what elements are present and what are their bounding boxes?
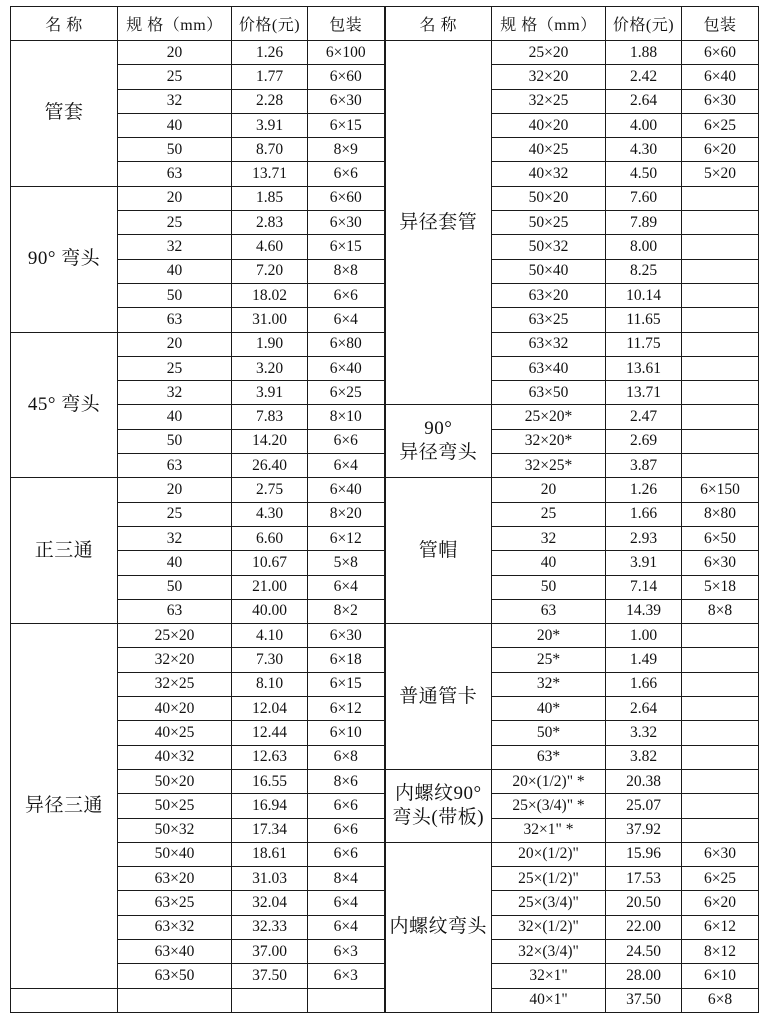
pack-cell: 6×25: [308, 381, 385, 405]
pack-cell: 6×30: [682, 551, 759, 575]
price-cell: 3.91: [232, 113, 308, 137]
pack-cell: 8×8: [308, 259, 385, 283]
spec-cell: 25×20: [118, 624, 232, 648]
spec-cell: 50×40: [118, 842, 232, 866]
pack-cell: 6×40: [308, 478, 385, 502]
spec-cell: 63×20: [118, 867, 232, 891]
pack-cell: 6×18: [308, 648, 385, 672]
price-cell: 1.00: [606, 624, 682, 648]
price-cell: 1.26: [232, 41, 308, 65]
price-cell: 22.00: [606, 915, 682, 939]
spec-cell: 32×20*: [492, 429, 606, 453]
pack-cell: [682, 721, 759, 745]
price-cell: 31.03: [232, 867, 308, 891]
price-cell: 1.66: [606, 502, 682, 526]
pack-cell: 6×10: [308, 721, 385, 745]
price-cell: 28.00: [606, 964, 682, 988]
table-row: [11, 769, 759, 793]
price-cell: 1.49: [606, 648, 682, 672]
pack-cell: 5×18: [682, 575, 759, 599]
spec-cell: 25: [118, 211, 232, 235]
spec-cell: 50: [118, 429, 232, 453]
pack-cell: 6×3: [308, 964, 385, 988]
spec-cell: 32×25*: [492, 454, 606, 478]
pack-cell: 6×40: [682, 65, 759, 89]
price-cell: 12.63: [232, 745, 308, 769]
pack-cell: 6×6: [308, 794, 385, 818]
price-cell: 1.90: [232, 332, 308, 356]
pack-cell: 6×25: [682, 113, 759, 137]
price-cell: 12.44: [232, 721, 308, 745]
price-list-page: [10, 6, 758, 1013]
spec-cell: 50×25: [492, 211, 606, 235]
pack-cell: 6×150: [682, 478, 759, 502]
spec-cell: 20: [118, 41, 232, 65]
pack-cell: 6×8: [308, 745, 385, 769]
pack-cell: [682, 259, 759, 283]
pack-cell: 6×15: [308, 113, 385, 137]
group-name-cell: [11, 41, 118, 187]
pack-cell: 6×6: [308, 429, 385, 453]
spec-cell: 50×25: [118, 794, 232, 818]
pack-cell: 6×4: [308, 454, 385, 478]
price-cell: 3.20: [232, 356, 308, 380]
spec-cell: 63×32: [492, 332, 606, 356]
spec-cell: 50: [492, 575, 606, 599]
price-cell: 2.64: [606, 89, 682, 113]
group-name: 普通管卡: [399, 685, 478, 707]
price-cell: 13.61: [606, 356, 682, 380]
pack-cell: 6×100: [308, 41, 385, 65]
group-name: 45° 弯头: [27, 393, 101, 415]
spec-cell: 63: [118, 599, 232, 623]
pack-cell: 6×20: [682, 138, 759, 162]
pack-cell: 6×30: [308, 624, 385, 648]
price-cell: 17.53: [606, 867, 682, 891]
price-cell: 7.14: [606, 575, 682, 599]
spec-cell: 63×20: [492, 283, 606, 307]
price-cell: 18.61: [232, 842, 308, 866]
price-cell: 2.47: [606, 405, 682, 429]
spec-cell: 63×40: [118, 939, 232, 963]
pack-cell: [682, 454, 759, 478]
price-cell: 11.75: [606, 332, 682, 356]
price-cell: 37.50: [232, 964, 308, 988]
group-name-line: 90°: [424, 418, 453, 440]
price-cell: 26.40: [232, 454, 308, 478]
spec-cell: 40: [118, 259, 232, 283]
table-row: [11, 842, 759, 866]
price-cell: 10.67: [232, 551, 308, 575]
pack-cell: 8×4: [308, 867, 385, 891]
price-cell: 8.70: [232, 138, 308, 162]
spec-cell: 25×(3/4)" *: [492, 794, 606, 818]
spec-cell: 40: [118, 405, 232, 429]
table-row: [11, 405, 759, 429]
table-row: [11, 624, 759, 648]
price-cell: 1.88: [606, 41, 682, 65]
spec-cell: 32×(1/2)": [492, 915, 606, 939]
table-row: [11, 41, 759, 65]
spec-cell: 40: [118, 551, 232, 575]
pack-cell: 6×12: [308, 526, 385, 550]
header-name-right: 名 称: [385, 7, 492, 41]
spec-cell: 50: [118, 575, 232, 599]
spec-cell: 63×25: [492, 308, 606, 332]
price-cell: 20.50: [606, 891, 682, 915]
price-cell: 8.00: [606, 235, 682, 259]
price-cell: 13.71: [606, 381, 682, 405]
header-pack-right: 包装: [682, 7, 759, 41]
price-cell: [232, 988, 308, 1012]
pack-cell: 6×12: [308, 697, 385, 721]
pipe-fittings-price-table: [10, 6, 759, 1013]
pack-cell: [682, 235, 759, 259]
group-name-cell: [385, 405, 492, 478]
spec-cell: 63: [118, 162, 232, 186]
group-name-cell: [11, 988, 118, 1012]
price-cell: 4.50: [606, 162, 682, 186]
group-name: 管套: [44, 102, 84, 124]
spec-cell: 40×20: [118, 697, 232, 721]
pack-cell: 6×80: [308, 332, 385, 356]
spec-cell: 20*: [492, 624, 606, 648]
spec-cell: 40*: [492, 697, 606, 721]
price-cell: 11.65: [606, 308, 682, 332]
price-cell: 3.87: [606, 454, 682, 478]
price-cell: 32.04: [232, 891, 308, 915]
pack-cell: [682, 429, 759, 453]
pack-cell: 6×30: [308, 211, 385, 235]
price-cell: 2.75: [232, 478, 308, 502]
price-cell: 21.00: [232, 575, 308, 599]
group-name-cell: [385, 624, 492, 770]
spec-cell: 50×20: [492, 186, 606, 210]
price-cell: 3.91: [606, 551, 682, 575]
pack-cell: [682, 211, 759, 235]
price-cell: 32.33: [232, 915, 308, 939]
group-name-line: 内螺纹90°: [394, 782, 482, 804]
price-cell: 2.64: [606, 697, 682, 721]
spec-cell: 40×20: [492, 113, 606, 137]
table-row: [11, 478, 759, 502]
group-name: 正三通: [34, 539, 94, 561]
spec-cell: 32×25: [118, 672, 232, 696]
spec-cell: 40×32: [492, 162, 606, 186]
spec-cell: 63: [118, 454, 232, 478]
spec-cell: 50: [118, 138, 232, 162]
spec-cell: 25×20*: [492, 405, 606, 429]
pack-cell: 5×20: [682, 162, 759, 186]
pack-cell: 6×60: [308, 186, 385, 210]
spec-cell: 40×25: [492, 138, 606, 162]
group-name-cell: [385, 41, 492, 405]
spec-cell: 63×40: [492, 356, 606, 380]
price-cell: 2.93: [606, 526, 682, 550]
spec-cell: 63×25: [118, 891, 232, 915]
price-cell: 2.28: [232, 89, 308, 113]
pack-cell: 6×60: [682, 41, 759, 65]
pack-cell: [682, 381, 759, 405]
spec-cell: 50: [118, 283, 232, 307]
pack-cell: 6×10: [682, 964, 759, 988]
table-body: [11, 41, 759, 1013]
price-cell: 2.83: [232, 211, 308, 235]
pack-cell: 8×9: [308, 138, 385, 162]
spec-cell: 25*: [492, 648, 606, 672]
price-cell: 3.91: [232, 381, 308, 405]
pack-cell: [682, 405, 759, 429]
price-cell: 3.82: [606, 745, 682, 769]
header-row: [11, 7, 759, 41]
pack-cell: 6×30: [682, 842, 759, 866]
price-cell: 25.07: [606, 794, 682, 818]
pack-cell: 6×12: [682, 915, 759, 939]
spec-cell: 25×(3/4)": [492, 891, 606, 915]
spec-cell: 40: [492, 551, 606, 575]
group-name-line: 弯头(带板): [392, 806, 485, 828]
price-cell: 12.04: [232, 697, 308, 721]
spec-cell: 40×25: [118, 721, 232, 745]
spec-cell: 32×25: [492, 89, 606, 113]
pack-cell: [682, 745, 759, 769]
spec-cell: 32×(3/4)": [492, 939, 606, 963]
price-cell: 14.20: [232, 429, 308, 453]
spec-cell: 32×20: [118, 648, 232, 672]
spec-cell: 63: [492, 599, 606, 623]
spec-cell: 32: [492, 526, 606, 550]
spec-cell: 32: [118, 235, 232, 259]
price-cell: 20.38: [606, 769, 682, 793]
spec-cell: 63*: [492, 745, 606, 769]
spec-cell: 20×(1/2)" *: [492, 769, 606, 793]
price-cell: 8.10: [232, 672, 308, 696]
price-cell: 1.77: [232, 65, 308, 89]
pack-cell: 6×6: [308, 818, 385, 842]
pack-cell: [682, 672, 759, 696]
header-spec-right: 规 格（mm）: [492, 7, 606, 41]
price-cell: 6.60: [232, 526, 308, 550]
spec-cell: 63×50: [118, 964, 232, 988]
group-name-cell: [11, 478, 118, 624]
pack-cell: 6×4: [308, 308, 385, 332]
price-cell: 4.10: [232, 624, 308, 648]
pack-cell: 6×25: [682, 867, 759, 891]
pack-cell: 6×6: [308, 162, 385, 186]
pack-cell: 6×30: [682, 89, 759, 113]
pack-cell: [682, 794, 759, 818]
price-cell: 13.71: [232, 162, 308, 186]
price-cell: 40.00: [232, 599, 308, 623]
pack-cell: [682, 697, 759, 721]
pack-cell: 6×4: [308, 575, 385, 599]
price-cell: 8.25: [606, 259, 682, 283]
spec-cell: 50×20: [118, 769, 232, 793]
pack-cell: 6×20: [682, 891, 759, 915]
spec-cell: 25×20: [492, 41, 606, 65]
spec-cell: 50*: [492, 721, 606, 745]
spec-cell: 25: [118, 356, 232, 380]
pack-cell: [682, 356, 759, 380]
pack-cell: 6×50: [682, 526, 759, 550]
spec-cell: 50×32: [118, 818, 232, 842]
spec-cell: [118, 988, 232, 1012]
price-cell: 24.50: [606, 939, 682, 963]
price-cell: 1.85: [232, 186, 308, 210]
spec-cell: 20: [118, 186, 232, 210]
spec-cell: 25×(1/2)": [492, 867, 606, 891]
pack-cell: 8×80: [682, 502, 759, 526]
pack-cell: 6×3: [308, 939, 385, 963]
group-name-cell: [11, 186, 118, 332]
spec-cell: 20: [492, 478, 606, 502]
pack-cell: [682, 283, 759, 307]
pack-cell: 6×30: [308, 89, 385, 113]
pack-cell: [682, 818, 759, 842]
price-cell: 37.00: [232, 939, 308, 963]
pack-cell: 8×6: [308, 769, 385, 793]
pack-cell: 8×8: [682, 599, 759, 623]
price-cell: 7.89: [606, 211, 682, 235]
spec-cell: 63: [118, 308, 232, 332]
spec-cell: 20: [118, 478, 232, 502]
header-spec-left: 规 格（mm）: [118, 7, 232, 41]
price-cell: 37.50: [606, 988, 682, 1012]
group-name-cell: [385, 842, 492, 1012]
group-name: 异径套管: [399, 211, 478, 233]
pack-cell: 8×2: [308, 599, 385, 623]
price-cell: 37.92: [606, 818, 682, 842]
price-cell: 7.30: [232, 648, 308, 672]
spec-cell: 32×20: [492, 65, 606, 89]
price-cell: 31.00: [232, 308, 308, 332]
pack-cell: [308, 988, 385, 1012]
pack-cell: 6×40: [308, 356, 385, 380]
spec-cell: 40×32: [118, 745, 232, 769]
price-cell: 17.34: [232, 818, 308, 842]
pack-cell: [682, 186, 759, 210]
group-name: 内螺纹弯头: [389, 916, 487, 938]
pack-cell: [682, 332, 759, 356]
pack-cell: 5×8: [308, 551, 385, 575]
pack-cell: 6×60: [308, 65, 385, 89]
spec-cell: 32×1": [492, 964, 606, 988]
spec-cell: 25: [118, 65, 232, 89]
spec-cell: 63×50: [492, 381, 606, 405]
price-cell: 4.30: [232, 502, 308, 526]
spec-cell: 63×32: [118, 915, 232, 939]
pack-cell: [682, 624, 759, 648]
pack-cell: 8×20: [308, 502, 385, 526]
spec-cell: 50×40: [492, 259, 606, 283]
group-name-line: 异径弯头: [399, 442, 478, 464]
spec-cell: 50×32: [492, 235, 606, 259]
pack-cell: 8×10: [308, 405, 385, 429]
pack-cell: 6×4: [308, 915, 385, 939]
pack-cell: 6×15: [308, 672, 385, 696]
price-cell: 4.00: [606, 113, 682, 137]
pack-cell: 6×15: [308, 235, 385, 259]
pack-cell: 8×12: [682, 939, 759, 963]
header-price-right: 价格(元): [606, 7, 682, 41]
price-cell: 14.39: [606, 599, 682, 623]
header-name-left: 名 称: [11, 7, 118, 41]
price-cell: 15.96: [606, 842, 682, 866]
price-cell: 1.66: [606, 672, 682, 696]
spec-cell: 32: [118, 381, 232, 405]
price-cell: 2.42: [606, 65, 682, 89]
price-cell: 1.26: [606, 478, 682, 502]
price-cell: 4.30: [606, 138, 682, 162]
spec-cell: 20×(1/2)": [492, 842, 606, 866]
spec-cell: 25: [118, 502, 232, 526]
pack-cell: [682, 769, 759, 793]
price-cell: 4.60: [232, 235, 308, 259]
pack-cell: 6×6: [308, 842, 385, 866]
group-name-cell: [385, 478, 492, 624]
price-cell: 7.83: [232, 405, 308, 429]
spec-cell: 20: [118, 332, 232, 356]
pack-cell: 6×8: [682, 988, 759, 1012]
header-price-left: 价格(元): [232, 7, 308, 41]
group-name-cell: [11, 624, 118, 988]
header-pack-left: 包装: [308, 7, 385, 41]
group-name: 90° 弯头: [27, 248, 101, 270]
price-cell: 7.60: [606, 186, 682, 210]
price-cell: 18.02: [232, 283, 308, 307]
price-cell: 16.94: [232, 794, 308, 818]
group-name: 管帽: [418, 539, 458, 561]
price-cell: 3.32: [606, 721, 682, 745]
price-cell: 2.69: [606, 429, 682, 453]
spec-cell: 32: [118, 89, 232, 113]
spec-cell: 32*: [492, 672, 606, 696]
group-name-cell: [385, 769, 492, 842]
spec-cell: 40×1": [492, 988, 606, 1012]
spec-cell: 32×1" *: [492, 818, 606, 842]
pack-cell: [682, 308, 759, 332]
pack-cell: 6×4: [308, 891, 385, 915]
spec-cell: 32: [118, 526, 232, 550]
spec-cell: 25: [492, 502, 606, 526]
price-cell: 7.20: [232, 259, 308, 283]
group-name-cell: [11, 332, 118, 478]
price-cell: 10.14: [606, 283, 682, 307]
pack-cell: [682, 648, 759, 672]
price-cell: 16.55: [232, 769, 308, 793]
spec-cell: 40: [118, 113, 232, 137]
group-name: 异径三通: [24, 794, 103, 816]
pack-cell: 6×6: [308, 283, 385, 307]
